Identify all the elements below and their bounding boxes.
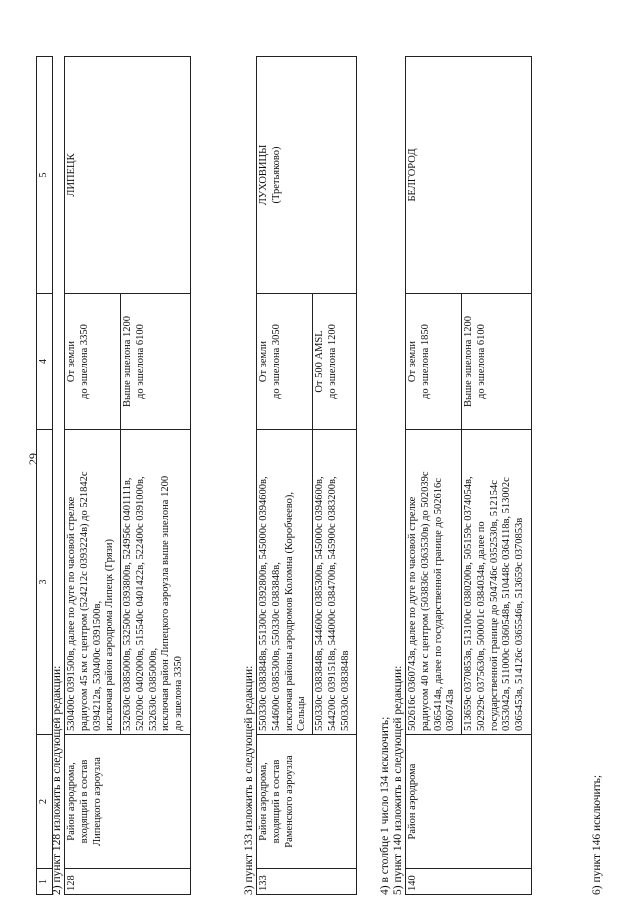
row-140-alt-a: От земли до эшелона 1850 <box>406 294 462 430</box>
row-128-alt-b: Выше эшелона 1200 до эшелона 6100 <box>121 294 191 430</box>
row-128-coords-b: 532630с 0385000в, 532500с 0393800в, 524956с 0401111в, 520200с 0402000в, 515540с 0401422в, 522400с 0391000в, 532630с 0385000в, исключая район Липецкого аэроузла выше эшелона 1200 до эшелона 3350 <box>121 430 191 735</box>
row-133-alt-a: От земли до эшелона 3050 <box>257 294 313 430</box>
paragraph-140-intro: 5) пункт 140 изложить в следующей редакции: <box>392 665 404 895</box>
row-140-coords-b: 513659с 0370853в, 513100с 0380200в, 505159с 0374054в, 502929с 0375630в, 500001с 0384034в, далее по государственной границе до 504746с 0352530в, 512154с 0353042в, 511000с 0360548в, 510448с 0364118в, 513002с 0365453в, 514126с 0365546в, 513659с 0370853в <box>462 430 532 735</box>
header-col-5: 5 <box>37 57 53 294</box>
page-number: 29 <box>26 453 40 465</box>
paragraph-128-intro: 2) пункт 128 изложить в следующей редакции: <box>51 665 63 895</box>
header-col-2: 2 <box>37 735 53 869</box>
row-133-coords-b: 550330с 0383848в, 544600с 0385300в, 545000с 0394600в, 544200с 0391518в, 544000с 0384700в, 545900с 0383200в, 550330с 0383848в <box>313 430 357 735</box>
row-128-number: 128 <box>65 869 191 895</box>
table-row-133 <box>256 56 357 895</box>
header-col-1: 1 <box>37 869 53 895</box>
row-133-coords-a: 550330с 0383848в, 551300с 0392800в, 545000с 0394600в, 544600с 0385300в, 550330с 0383848в, исключая районы аэродромов Коломна (Коробчеево), Сельцы <box>257 430 313 735</box>
table-row-140 <box>405 56 532 895</box>
row-140-city: БЕЛГОРОД <box>406 57 532 294</box>
paragraph-133-intro: 3) пункт 133 изложить в следующей редакции: <box>243 665 255 895</box>
row-140-coords-a: 502616с 0360743в, далее по дуге по часовой стрелке радиусом 40 км с центром (503836с 0363530в) до 502039с 0365414в, далее по государственной границе до 502616с 0360743в <box>406 430 462 735</box>
row-133-city: ЛУХОВИЦЫ (Третьяково) <box>257 57 357 294</box>
row-128-alt-a: От земли до эшелона 3350 <box>65 294 121 430</box>
row-133-number: 133 <box>257 869 357 895</box>
table-row-128 <box>64 56 191 895</box>
row-140-number: 140 <box>406 869 532 895</box>
paragraph-134-exclusion: 4) в столбце 1 число 134 исключить; <box>379 716 391 895</box>
row-133-alt-b: От 500 AMSL до эшелона 1200 <box>313 294 357 430</box>
header-col-4: 4 <box>37 294 53 430</box>
row-128-name: Район аэродрома, входящий в состав Липецкого аэроузла <box>65 735 191 869</box>
row-140-name: Район аэродрома <box>406 735 532 869</box>
row-133-name: Район аэродрома, входящий в состав Раменского аэроузла <box>257 735 357 869</box>
row-128-coords-a: 530400с 0391500в, далее по дуге по часовой стрелке радиусом 45 км с центром (524212с 0393224в) до 521842с 0394212в, 530400с 0391500в, исключая район аэродрома Липецк (Грязи) <box>65 430 121 735</box>
header-col-3: 3 <box>37 430 53 735</box>
row-128-city: ЛИПЕЦК <box>65 57 191 294</box>
paragraph-146-exclusion: 6) пункт 146 исключить; <box>591 774 603 895</box>
row-140-alt-b: Выше эшелона 1200 до эшелона 6100 <box>462 294 532 430</box>
